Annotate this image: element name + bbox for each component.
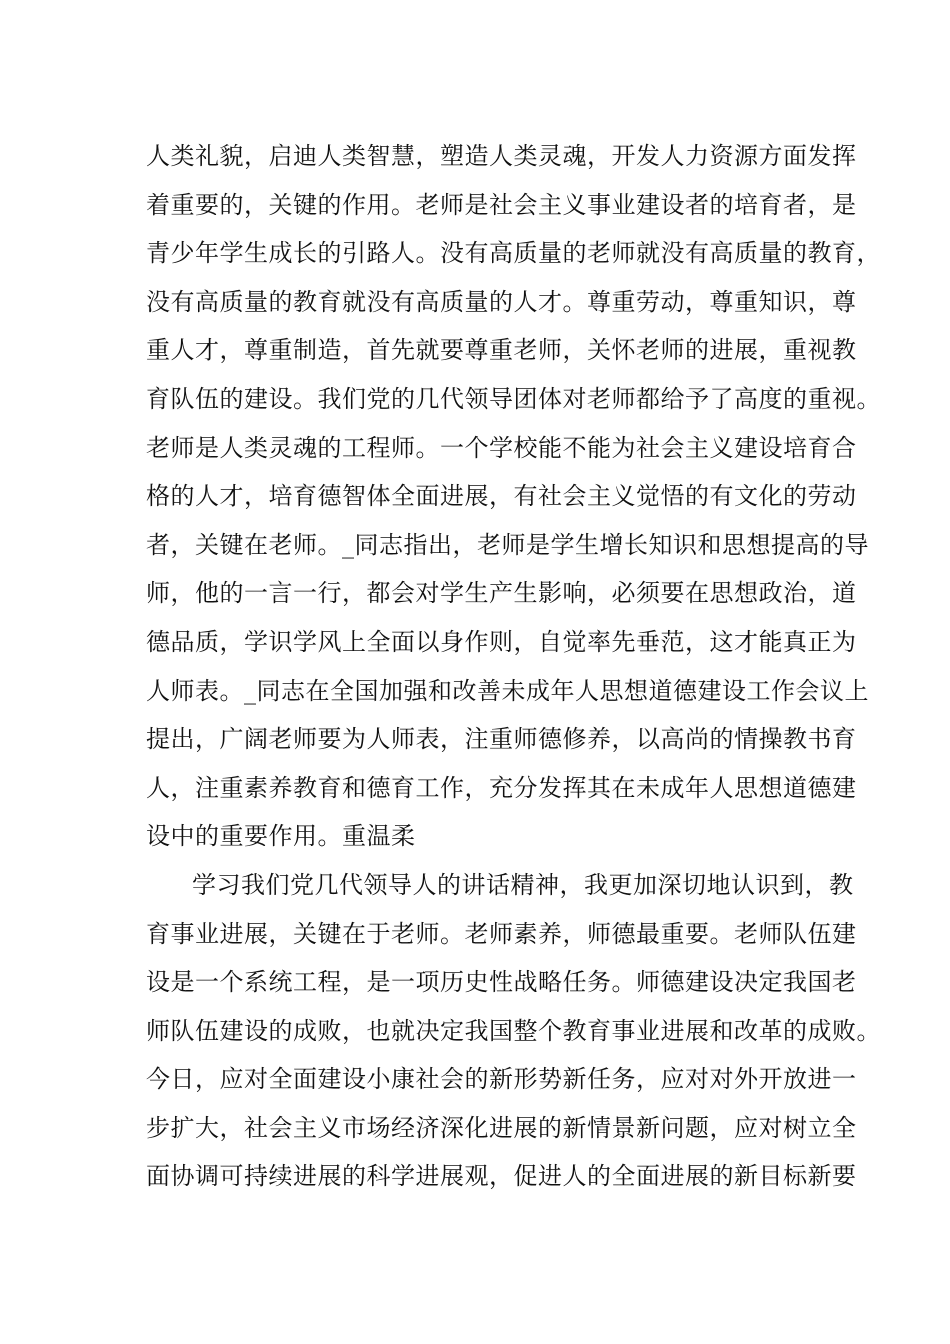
text-line: 面协调可持续进展的科学进展观，促进人的全面进展的新目标新要 bbox=[146, 1162, 857, 1191]
text-line: 人师表。_同志在全国加强和改善未成年人思想道德建设工作会议上 bbox=[146, 676, 869, 705]
text-line: 重人才，尊重制造，首先就要尊重老师，关怀老师的进展，重视教 bbox=[146, 336, 857, 365]
text-line: 着重要的，关键的作用。老师是社会主义事业建设者的培育者，是 bbox=[146, 190, 857, 219]
text-line: 设是一个系统工程，是一项历史性战略任务。师德建设决定我国老 bbox=[146, 968, 857, 997]
document-body bbox=[146, 132, 881, 1201]
text-line: 青少年学生成长的引路人。没有高质量的老师就没有高质量的教育， bbox=[146, 239, 881, 268]
text-line: 提出，广阔老师要为人师表，注重师德修养，以高尚的情操教书育 bbox=[146, 725, 857, 754]
text-line: 人，注重素养教育和德育工作，充分发挥其在未成年人思想道德建 bbox=[146, 773, 857, 802]
text-line: 今日，应对全面建设小康社会的新形势新任务，应对对外开放进一 bbox=[146, 1065, 857, 1094]
text-line: 育队伍的建设。我们党的几代领导团体对老师都给予了高度的重视。 bbox=[146, 384, 881, 413]
text-line: 格的人才，培育德智体全面进展，有社会主义觉悟的有文化的劳动 bbox=[146, 482, 857, 511]
text-line: 人类礼貌，启迪人类智慧，塑造人类灵魂，开发人力资源方面发挥 bbox=[146, 142, 857, 170]
paragraph-2 bbox=[146, 861, 881, 1201]
text-line: 师，他的一言一行，都会对学生产生影响，必须要在思想政治，道 bbox=[146, 579, 857, 608]
text-line: 没有高质量的教育就没有高质量的人才。尊重劳动，尊重知识，尊 bbox=[146, 287, 857, 316]
text-line: 师队伍建设的成败，也就决定我国整个教育事业进展和改革的成败。 bbox=[146, 1016, 881, 1045]
text-line: 老师是人类灵魂的工程师。一个学校能不能为社会主义建设培育合 bbox=[146, 433, 857, 462]
text-line: 者，关键在老师。_同志指出，老师是学生增长知识和思想提高的导 bbox=[146, 530, 869, 559]
text-line: 德品质，学识学风上全面以身作则，自觉率先垂范，这才能真正为 bbox=[146, 627, 857, 656]
text-line: 学习我们党几代领导人的讲话精神，我更加深切地认识到，教 bbox=[192, 870, 854, 899]
paragraph-1 bbox=[146, 132, 881, 861]
text-line: 育事业进展，关键在于老师。老师素养，师德最重要。老师队伍建 bbox=[146, 919, 857, 948]
text-line: 步扩大，社会主义市场经济深化进展的新情景新问题，应对树立全 bbox=[146, 1113, 857, 1142]
text-line: 设中的重要作用。重温柔 bbox=[146, 822, 416, 851]
